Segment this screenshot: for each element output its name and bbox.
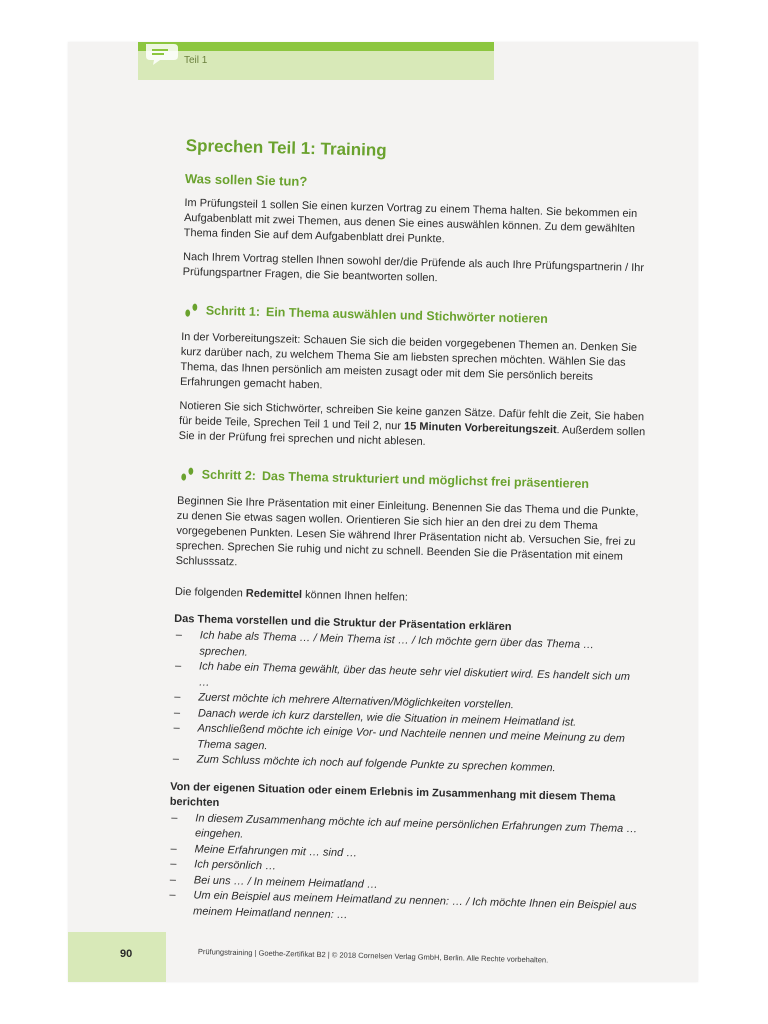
list-item: – Ich habe ein Thema gewählt, über das heute sehr viel diskutiert wird. Es handelt sich um … [173, 659, 644, 701]
step-1-paragraph-1: In der Vorbereitungszeit: Schauen Sie sich die beiden vorgegebenen Themen an. Denken Sie kurz darüber nach, zu welchem Thema Sie am liebsten sprechen möchten. Wählen Sie das Thema, das Ihnen persönlich am meisten zusagt oder mit dem Sie persönlich bereits Erfahrungen gemacht haben. [179, 330, 638, 392]
page-title: Sprechen Teil 1: Training [185, 136, 387, 160]
step-2-paragraph-1: Beginnen Sie Ihre Präsentation mit einer Einleitung. Benennen Sie das Thema und die Punkte, zu denen Sie etwas sagen wollen. Orientieren Sie sich hier an den drei zu dem Thema vorgegebenen Punkten. Lesen Sie während Ihrer Präsentation nicht ab. Versuchen Sie, frei zu sprechen. Sprechen Sie ruhig und nicht zu schnell. Beenden Sie die Präsentation mit einem Schlusssatz. [175, 494, 639, 569]
footsteps-icon [178, 464, 198, 484]
list-item: – Danach werde ich kurz darstellen, wie die Situation in meinem Heimatland ist. [172, 705, 642, 732]
footer-text: Prüfungstraining | Goethe-Zertifikat B2 | © 2018 Cornelsen Verlag GmbH, Berlin. Alle Rechte vorbehalten. [197, 947, 549, 965]
step-1-title: Ein Thema auswählen und Stichwörter notieren [265, 304, 549, 326]
list-item: – Ich habe als Thema … / Mein Thema ist … / Ich möchte gern über das Thema … sprechen. [173, 628, 644, 670]
step-1-paragraph-2: Notieren Sie sich Stichwörter, schreiben Sie keine ganzen Sätze. Dafür fehlt die Zeit, Sie haben für beide Teile, Sprechen Teil 1 und Teil 2, nur 15 Minuten Vorbereitungszeit. Außerdem sollen Sie in der Prüfung frei sprechen und nicht ablesen. [178, 399, 646, 448]
main-content [167, 138, 656, 930]
list-item: – Ich persönlich … [168, 857, 638, 884]
list-item: – Meine Erfahrungen mit … sind … [168, 841, 638, 868]
emphasis-text: Redemittel [245, 587, 303, 601]
emphasis-text: 15 Minuten Vorbereitungszeit [403, 420, 557, 437]
group-1-list [171, 628, 644, 779]
step-2-heading [178, 464, 648, 495]
step-1-number: Schritt 1: [205, 303, 261, 319]
list-item: – Um ein Beispiel aus meinem Heimatland zu nennen: … / Ich möchte Ihnen ein Beispiel aus meinem Heimatland nennen: … [167, 888, 638, 930]
section-label: Teil 1 [184, 55, 208, 66]
footsteps-icon [182, 300, 202, 320]
book-page [68, 42, 698, 982]
list-item: – In diesem Zusammenhang möchte ich auf meine persönlichen Erfahrungen zum Thema … eingehen. [169, 810, 640, 852]
group-2-title: Von der eigenen Situation oder einem Erlebnis im Zusammenhang mit diesem Thema berichten [169, 780, 616, 809]
footer-band [68, 932, 166, 982]
list-item: – Zuerst möchte ich mehrere Alternativen/Möglichkeiten vorstellen. [172, 690, 642, 717]
redemittel-intro: Die folgenden Redemittel können Ihnen helfen: [174, 585, 409, 604]
step-2-title: Das Thema strukturiert und möglichst frei präsentieren [261, 468, 590, 491]
intro-paragraph-2: Nach Ihrem Vortrag stellen Ihnen sowohl der/die Prüfende als auch Ihre Prüfungspartnerin / Ihr Prüfungspartner Fragen, die Sie beantworten sollen. [182, 250, 645, 285]
list-item: – Bei uns … / In meinem Heimatland … [168, 872, 638, 899]
header-band [138, 42, 494, 80]
page-number: 90 [120, 948, 133, 960]
list-item: – Anschließend möchte ich einige Vor- und Nachteile nennen und meine Meinung zu dem Thema sagen. [171, 721, 642, 763]
step-2-number: Schritt 2: [201, 466, 257, 483]
group-1-title: Das Thema vorstellen und die Struktur der Präsentation erklären [174, 612, 512, 634]
list-item: – Zum Schluss möchte ich noch auf folgende Punkte zu sprechen kommen. [171, 752, 641, 779]
intro-paragraph-1: Im Prüfungsteil 1 sollen Sie einen kurzen Vortrag zu einem Thema halten. Sie bekommen ein Aufgabenblatt mit zwei Themen, aus denen Sie eines auswählen können. Zu dem gewählten Thema finden Sie auf dem Aufgabenblatt drei Punkte. [183, 196, 638, 246]
section-subtitle: Was sollen Sie tun? [184, 170, 308, 189]
step-1-heading [182, 300, 652, 331]
group-2-list [167, 810, 640, 930]
speech-bubble-icon [144, 42, 180, 66]
